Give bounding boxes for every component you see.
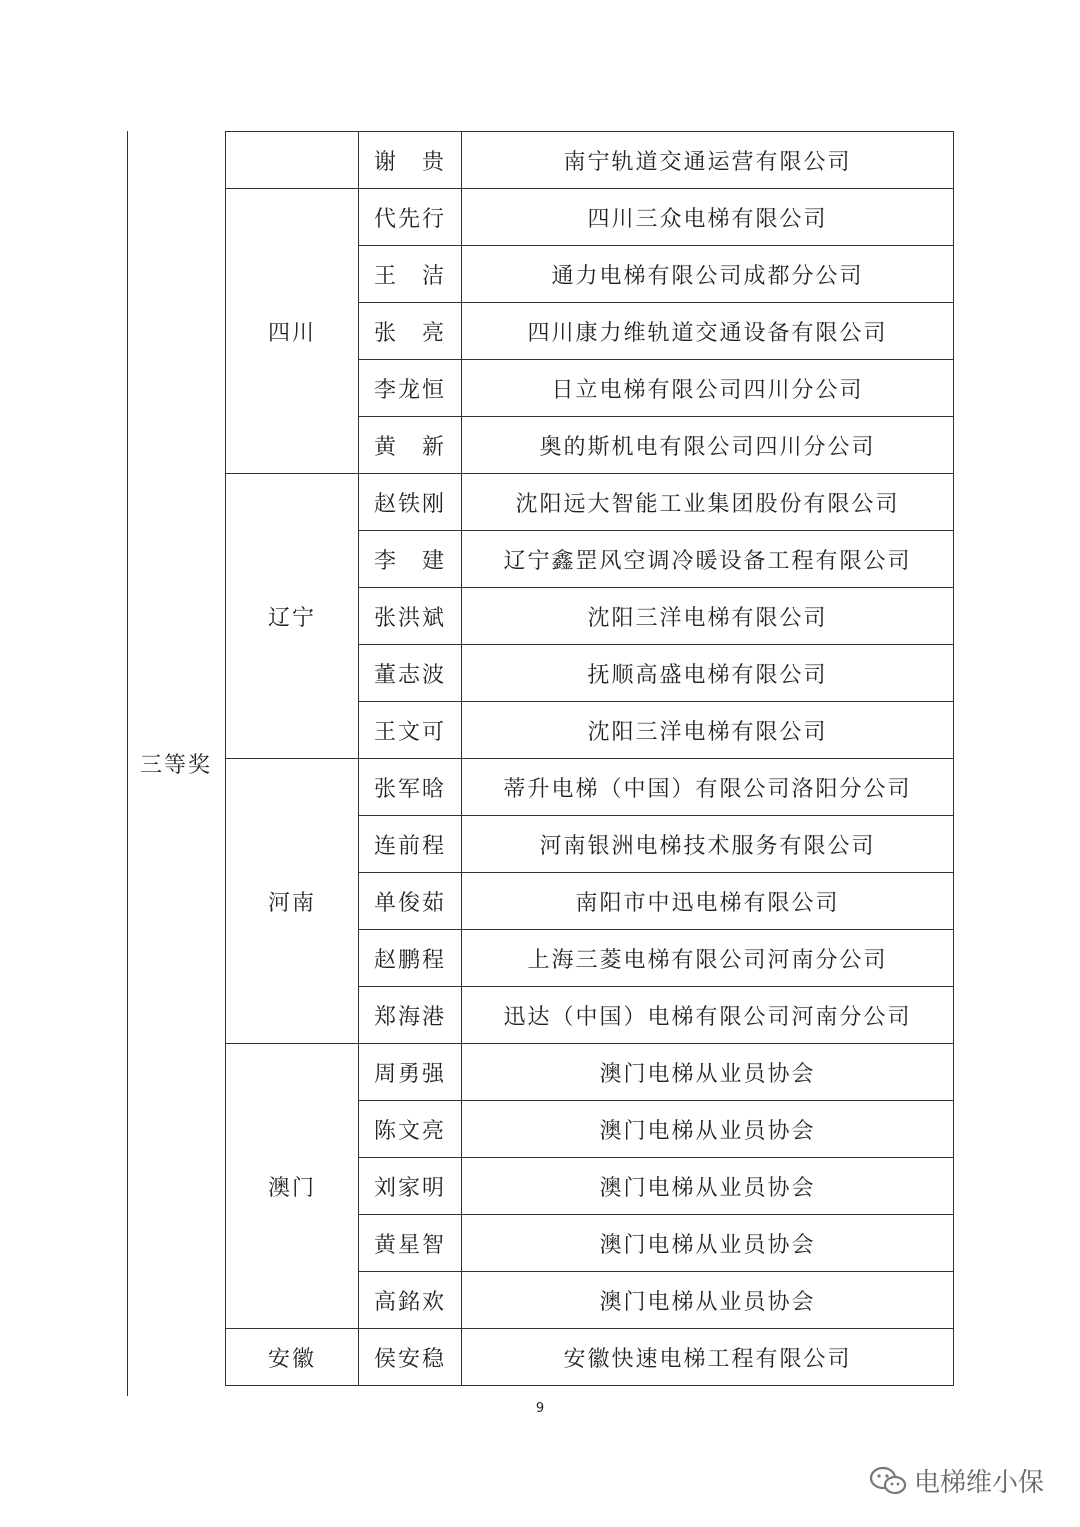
organization-cell: 沈阳三洋电梯有限公司 xyxy=(462,702,954,759)
table-row xyxy=(226,189,954,246)
organization-cell: 澳门电梯从业员协会 xyxy=(462,1044,954,1101)
awardee-name-cell: 张军晗 xyxy=(359,759,462,816)
organization-cell: 抚顺高盛电梯有限公司 xyxy=(462,645,954,702)
organization-cell: 沈阳远大智能工业集团股份有限公司 xyxy=(462,474,954,531)
awardee-table xyxy=(225,131,954,1386)
province-cell xyxy=(226,132,359,189)
organization-cell: 四川康力维轨道交通设备有限公司 xyxy=(462,303,954,360)
organization-cell: 南宁轨道交通运营有限公司 xyxy=(462,132,954,189)
table-row xyxy=(226,1044,954,1101)
watermark-text: 电梯维小保 xyxy=(913,1468,1044,1498)
awardee-name-cell: 侯安稳 xyxy=(359,1329,462,1386)
awardee-name-cell: 周勇强 xyxy=(359,1044,462,1101)
awardee-name-cell: 张 亮 xyxy=(359,303,462,360)
awardee-name-cell: 王文可 xyxy=(359,702,462,759)
province-cell: 辽宁 xyxy=(226,474,359,759)
organization-cell: 澳门电梯从业员协会 xyxy=(462,1215,954,1272)
organization-cell: 安徽快速电梯工程有限公司 xyxy=(462,1329,954,1386)
awardee-name-cell: 王 洁 xyxy=(359,246,462,303)
province-cell: 安徽 xyxy=(226,1329,359,1386)
organization-cell: 四川三众电梯有限公司 xyxy=(462,189,954,246)
page-number: 9 xyxy=(535,1401,545,1416)
awardee-name-cell: 李龙恒 xyxy=(359,360,462,417)
organization-cell: 奥的斯机电有限公司四川分公司 xyxy=(462,417,954,474)
awardee-name-cell: 高銘欢 xyxy=(359,1272,462,1329)
awardee-name-cell: 董志波 xyxy=(359,645,462,702)
awardee-name-cell: 赵鹏程 xyxy=(359,930,462,987)
table-row xyxy=(226,474,954,531)
awardee-name-cell: 李 建 xyxy=(359,531,462,588)
awardee-name-cell: 刘家明 xyxy=(359,1158,462,1215)
wechat-icon xyxy=(868,1465,908,1497)
province-cell: 四川 xyxy=(226,189,359,474)
awardee-name-cell: 单俊茹 xyxy=(359,873,462,930)
awardee-name-cell: 黄星智 xyxy=(359,1215,462,1272)
organization-cell: 上海三菱电梯有限公司河南分公司 xyxy=(462,930,954,987)
organization-cell: 河南银洲电梯技术服务有限公司 xyxy=(462,816,954,873)
organization-cell: 南阳市中迅电梯有限公司 xyxy=(462,873,954,930)
awardee-name-cell: 陈文亮 xyxy=(359,1101,462,1158)
province-cell: 河南 xyxy=(226,759,359,1044)
awardee-table-body xyxy=(226,132,954,1386)
awardee-name-cell: 郑海港 xyxy=(359,987,462,1044)
watermark xyxy=(868,1462,1044,1499)
table-row xyxy=(226,132,954,189)
organization-cell: 日立电梯有限公司四川分公司 xyxy=(462,360,954,417)
organization-cell: 澳门电梯从业员协会 xyxy=(462,1101,954,1158)
awardee-name-cell: 黄 新 xyxy=(359,417,462,474)
province-cell: 澳门 xyxy=(226,1044,359,1329)
organization-cell: 沈阳三洋电梯有限公司 xyxy=(462,588,954,645)
organization-cell: 辽宁鑫罡风空调冷暖设备工程有限公司 xyxy=(462,531,954,588)
organization-cell: 澳门电梯从业员协会 xyxy=(462,1158,954,1215)
organization-cell: 通力电梯有限公司成都分公司 xyxy=(462,246,954,303)
awardee-name-cell: 代先行 xyxy=(359,189,462,246)
organization-cell: 澳门电梯从业员协会 xyxy=(462,1272,954,1329)
awardee-name-cell: 赵铁刚 xyxy=(359,474,462,531)
awardee-name-cell: 张洪斌 xyxy=(359,588,462,645)
awardee-name-cell: 连前程 xyxy=(359,816,462,873)
table-row xyxy=(226,759,954,816)
organization-cell: 迅达（中国）电梯有限公司河南分公司 xyxy=(462,987,954,1044)
table-row xyxy=(226,1329,954,1386)
awardee-name-cell: 谢 贵 xyxy=(359,132,462,189)
organization-cell: 蒂升电梯（中国）有限公司洛阳分公司 xyxy=(462,759,954,816)
award-level-label: 三等奖 xyxy=(139,753,212,778)
